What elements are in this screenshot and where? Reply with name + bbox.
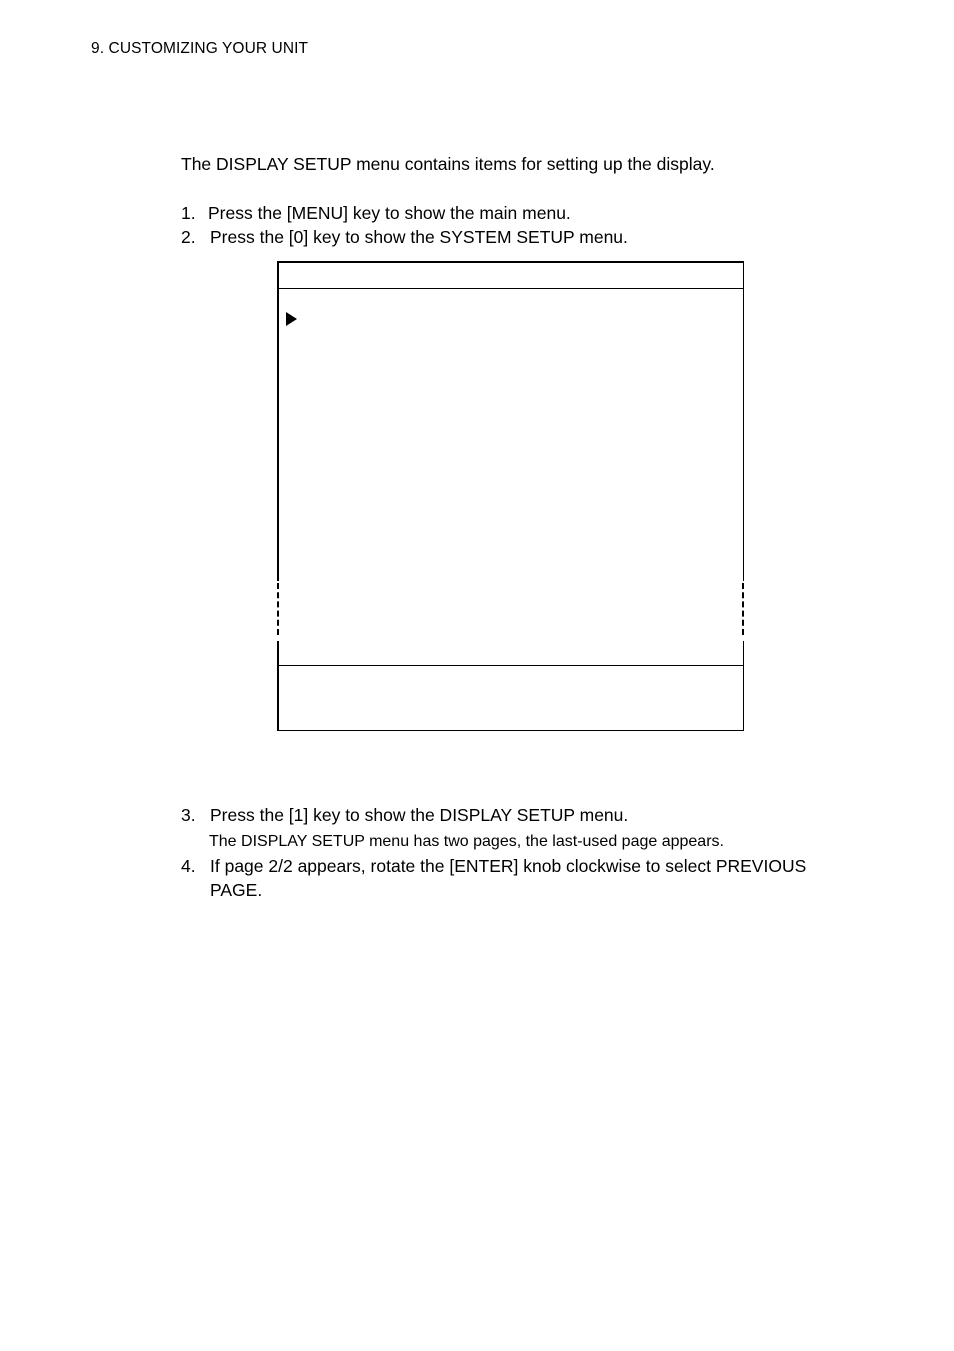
step-3-text: Press the [1] key to show the DISPLAY SETUP menu. — [210, 805, 629, 825]
step-4-text-line1: If page 2/2 appears, rotate the [ENTER] knob clockwise to select PREVIOUS — [210, 856, 807, 876]
running-header: 9. CUSTOMIZING YOUR UNIT — [91, 40, 309, 57]
step-4-text-line2: PAGE. — [210, 880, 263, 900]
menu-bottom-border — [277, 730, 744, 732]
step-2-number: 2. — [181, 227, 196, 247]
step-2-text: Press the [0] key to show the SYSTEM SETUP menu. — [210, 227, 628, 247]
system-setup-menu-figure — [277, 261, 744, 731]
step-4-number: 4. — [181, 856, 196, 876]
menu-left-border-lower — [277, 641, 279, 731]
menu-left-border-upper — [277, 261, 279, 581]
intro-paragraph: The DISPLAY SETUP menu contains items for setting up the display. — [181, 154, 715, 174]
menu-top-border — [277, 261, 744, 263]
right-triangle-cursor-icon — [286, 312, 297, 326]
step-3-note: The DISPLAY SETUP menu has two pages, the last-used page appears. — [209, 833, 724, 850]
menu-left-break-dashes — [277, 583, 281, 635]
menu-right-border-upper — [743, 261, 745, 581]
menu-footer-divider — [277, 665, 744, 666]
menu-right-border-lower — [743, 641, 745, 731]
menu-right-break-dashes — [742, 583, 746, 635]
step-3-number: 3. — [181, 805, 196, 825]
step-1-number: 1. — [181, 203, 196, 223]
menu-title-divider — [277, 288, 744, 289]
step-1-text: Press the [MENU] key to show the main menu. — [208, 203, 571, 223]
